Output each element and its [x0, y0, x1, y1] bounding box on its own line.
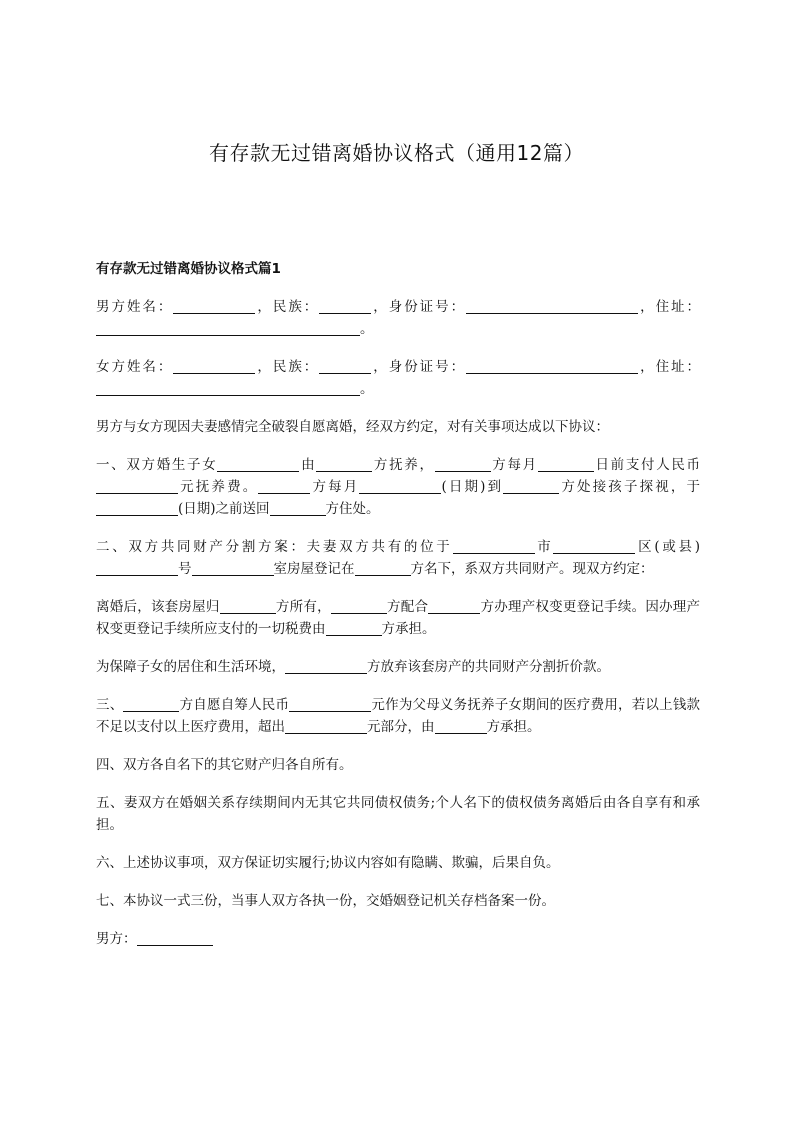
transfer-party-blank[interactable]: [428, 598, 480, 614]
clause-2-house: 离婚后，该套房屋归 方所有， 方配合 方办理产权变更登记手续。因办理产权变更登记手续所应支付的一切税费由 方承担。: [96, 599, 701, 637]
pickup-party-blank[interactable]: [503, 478, 559, 494]
clause-2-child: 为保障子女的居住和生活环境， 方放弃该套房产的共同财产分割折价款。: [96, 659, 610, 675]
clause-4: 四、双方各自名下的其它财产归各自所有。: [96, 757, 353, 773]
house-owner-blank[interactable]: [220, 598, 276, 614]
medical-party-blank[interactable]: [123, 696, 179, 712]
signature-line: 男方：: [96, 928, 700, 950]
city-blank[interactable]: [453, 538, 535, 554]
male-name-blank[interactable]: [173, 298, 255, 314]
clause-7: 七、本协议一式三份，当事人双方各执一份，交婚姻登记机关存档备案一份。: [96, 893, 555, 909]
document-body: [96, 258, 700, 966]
visit-date-blank[interactable]: [359, 478, 441, 494]
clause-5: 五、妻双方在婚姻关系存续期间内无其它共同债权债务;个人名下的债权债务离婚后由各自享有和承担。: [96, 795, 700, 833]
clause-1: 一、双方婚生子女 由 方抚养， 方每月 日前支付人民币元抚养费。 方每月 (日期)到 方处接孩子探视，于(日期)之前送回 方住处。: [96, 457, 701, 517]
child-blank[interactable]: [217, 456, 299, 472]
waiving-party-blank[interactable]: [285, 658, 367, 674]
male-id-blank[interactable]: [466, 298, 638, 314]
male-ethnicity-blank[interactable]: [319, 298, 371, 314]
female-name-blank[interactable]: [173, 358, 255, 374]
house-number-blank[interactable]: [96, 560, 178, 576]
excess-amount-blank[interactable]: [285, 718, 367, 734]
female-ethnicity-blank[interactable]: [319, 358, 371, 374]
visiting-party-blank[interactable]: [258, 478, 310, 494]
intro-paragraph: 男方与女方现因夫妻感情完全破裂自愿离婚，经双方约定，对有关事项达成以下协议：: [96, 419, 609, 435]
female-address-blank[interactable]: [96, 380, 360, 396]
clause-6: 六、上述协议事项，双方保证切实履行;协议内容如有隐瞒、欺骗，后果自负。: [96, 855, 560, 871]
tax-party-blank[interactable]: [326, 620, 382, 636]
excess-party-blank[interactable]: [435, 718, 487, 734]
payer-party-blank[interactable]: [435, 456, 491, 472]
registered-party-blank[interactable]: [355, 560, 411, 576]
medical-amount-blank[interactable]: [289, 696, 371, 712]
payment-day-blank[interactable]: [538, 456, 594, 472]
section-heading: 有存款无过错离婚协议格式篇1: [96, 261, 281, 277]
document-title: 有存款无过错离婚协议格式（通用12篇）: [209, 141, 584, 165]
female-id-blank[interactable]: [466, 358, 638, 374]
clause-2: 二、双方共同财产分割方案：夫妻双方共有的位于 市 区(或县)号 室房屋登记在 方名下，系双方共同财产。现双方约定：: [96, 539, 700, 577]
male-signature-blank[interactable]: [137, 930, 213, 946]
clause-3: 三、 方自愿自筹人民币 元作为父母义务抚养子女期间的医疗费用，若以上钱款不足以支付以上医疗费用，超出 元部分，由 方承担。: [96, 697, 701, 735]
support-amount-blank[interactable]: [96, 478, 178, 494]
custody-party-blank[interactable]: [316, 456, 372, 472]
return-date-blank[interactable]: [96, 500, 178, 516]
male-address-blank[interactable]: [96, 320, 360, 336]
female-info-paragraph: 女方姓名： ，民族： ，身份证号： ，住址：。: [96, 359, 701, 397]
district-blank[interactable]: [553, 538, 635, 554]
cooperating-party-blank[interactable]: [331, 598, 387, 614]
room-number-blank[interactable]: [192, 560, 274, 576]
return-party-blank[interactable]: [270, 500, 326, 516]
male-info-paragraph: 男方姓名： ，民族： ，身份证号： ，住址：。: [96, 299, 701, 337]
